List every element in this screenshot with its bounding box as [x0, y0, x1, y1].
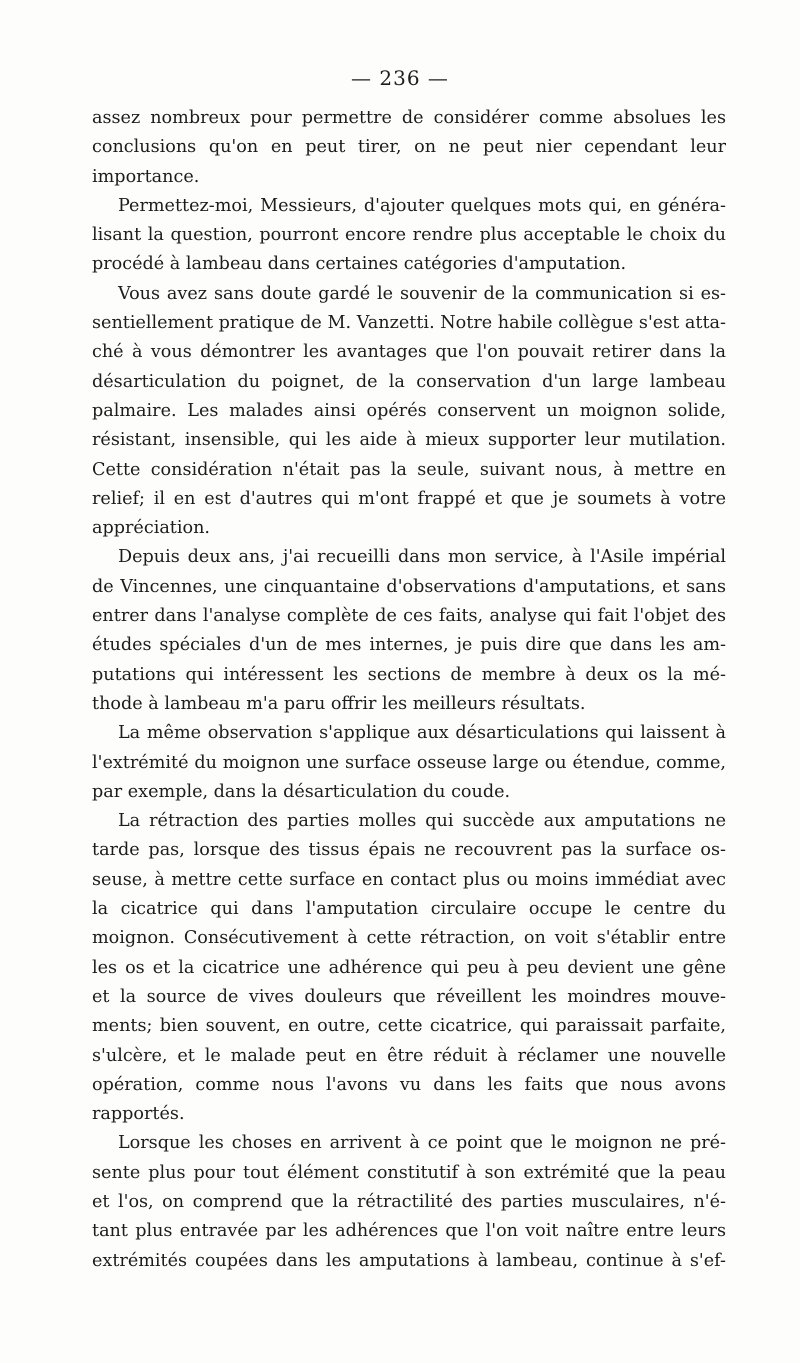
text-line: ché à vous démontrer les avantages que l'on pouvait retirer dans la	[92, 342, 726, 363]
text-line: assez nombreux pour permettre de considérer comme absolues les	[92, 108, 726, 128]
text-line: tarde pas, lorsque des tissus épais ne recouvrent pas la surface os-	[92, 840, 726, 861]
text-line: l'extrémité du moignon une surface osseuse large ou étendue, comme,	[92, 752, 726, 773]
text-line: sentiellement pratique de M. Vanzetti. Notre habile collègue s'est atta-	[92, 313, 726, 334]
text-line: importance.	[92, 166, 200, 187]
body-text	[92, 104, 726, 1276]
text-line: de Vincennes, une cinquantaine d'observations d'amputations, et sans	[92, 576, 726, 597]
text-line: rapportés.	[92, 1104, 185, 1125]
page-number: — 236 —	[351, 66, 449, 90]
text-line: relief; il en est d'autres qui m'ont frappé et que je soumets à votre	[92, 488, 726, 509]
text-line: procédé à lambeau dans certaines catégories d'amputation.	[92, 254, 627, 275]
text-line: Cette considération n'était pas la seule, suivant nous, à mettre en	[92, 459, 726, 480]
text-line: ments; bien souvent, en outre, cette cicatrice, qui paraissait parfaite,	[92, 1016, 726, 1037]
text-line: lisant la question, pourront encore rendre plus acceptable le choix du	[92, 225, 726, 246]
text-line: les os et la cicatrice une adhérence qui peu à peu devient une gêne	[92, 957, 726, 978]
text-line: désarticulation du poignet, de la conservation d'un large lambeau	[92, 371, 726, 392]
text-line: Vous avez sans doute gardé le souvenir de la communication si es-	[118, 283, 726, 304]
text-line: Lorsque les choses en arrivent à ce point que le moignon ne pré-	[118, 1133, 726, 1154]
text-line: moignon. Consécutivement à cette rétraction, on voit s'établir entre	[92, 928, 726, 949]
text-line: appréciation.	[92, 518, 211, 539]
text-line: La même observation s'applique aux désarticulations qui laissent à	[118, 723, 726, 744]
text-line: par exemple, dans la désarticulation du coude.	[92, 781, 511, 802]
text-line: palmaire. Les malades ainsi opérés conservent un moignon solide,	[92, 400, 726, 421]
text-line: s'ulcère, et le malade peut en être réduit à réclamer une nouvelle	[92, 1045, 726, 1066]
text-line: et l'os, on comprend que la rétractilité des parties musculaires, n'é-	[92, 1191, 726, 1212]
text-line: entrer dans l'analyse complète de ces faits, analyse qui fait l'objet des	[92, 606, 726, 627]
text-line: conclusions qu'on en peut tirer, on ne peut nier cependant leur	[92, 137, 726, 158]
text-line: et la source de vives douleurs que réveillent les moindres mouve-	[92, 986, 726, 1007]
text-line: La rétraction des parties molles qui succède aux amputations ne	[118, 811, 726, 832]
text-line: la cicatrice qui dans l'amputation circulaire occupe le centre du	[92, 899, 726, 920]
text-line: thode à lambeau m'a paru offrir les meilleurs résultats.	[92, 693, 586, 714]
text-line: Depuis deux ans, j'ai recueilli dans mon service, à l'Asile impérial	[118, 547, 726, 568]
text-line: opération, comme nous l'avons vu dans les faits que nous avons	[92, 1074, 726, 1095]
text-line: Permettez-moi, Messieurs, d'ajouter quelques mots qui, en généra-	[118, 195, 726, 216]
text-line: sente plus pour tout élément constitutif à son extrémité que la peau	[92, 1162, 726, 1183]
text-line: seuse, à mettre cette surface en contact plus ou moins immédiat avec	[92, 869, 726, 890]
text-line: extrémités coupées dans les amputations à lambeau, continue à s'ef-	[92, 1250, 726, 1271]
text-line: résistant, insensible, qui les aide à mieux supporter leur mutilation.	[92, 430, 726, 451]
text-line: études spéciales d'un de mes internes, je puis dire que dans les am-	[92, 635, 726, 656]
text-line: tant plus entravée par les adhérences que l'on voit naître entre leurs	[92, 1221, 726, 1242]
text-line: putations qui intéressent les sections de membre à deux os la mé-	[92, 664, 726, 685]
